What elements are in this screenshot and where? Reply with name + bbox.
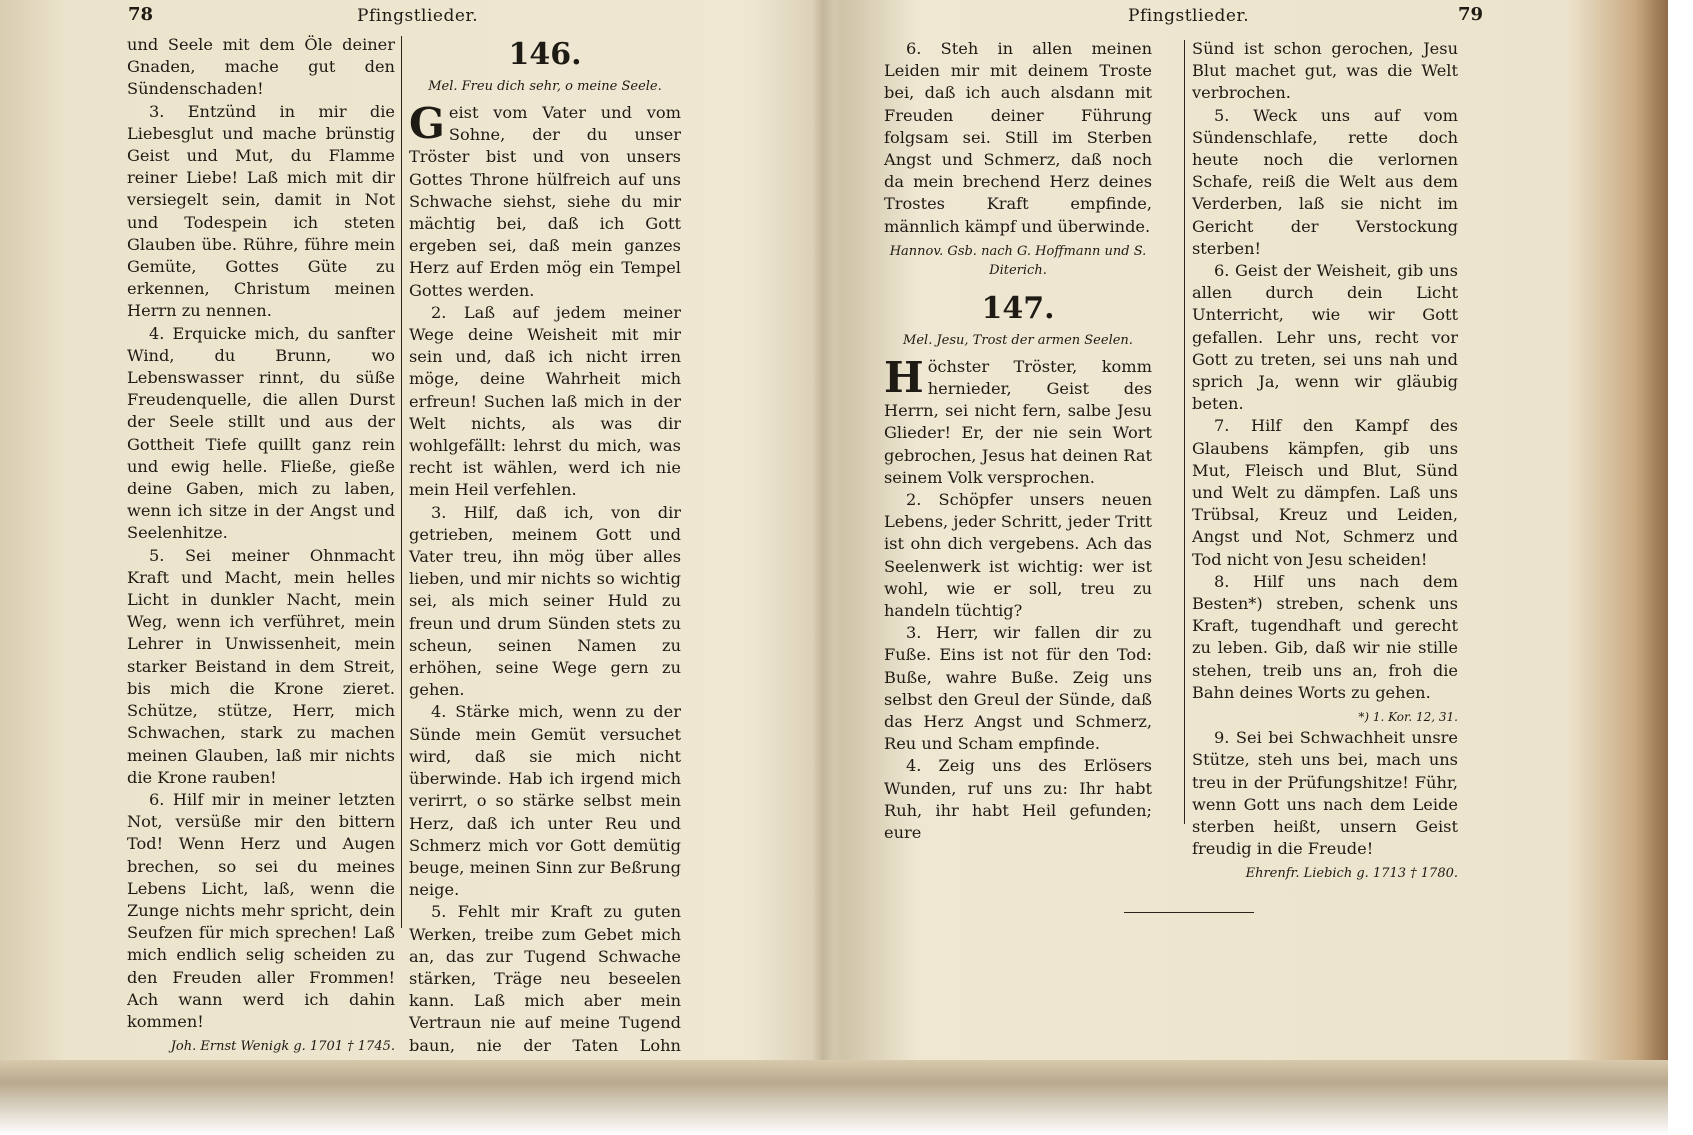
author-attribution: Joh. Ernst Wenigk g. 1701 † 1745. bbox=[170, 1039, 395, 1055]
melody-line: Mel. Jesu, Trost der armen Seelen. bbox=[903, 332, 1133, 348]
verse-5: 5. Fehlt mir Kraft zu guten Werken, treibe zum Gebet mich an, das zur Tugend Schwache stärken, Träge neu beseelen kann. Laß mich aber mein Vertraun nie auf meine Tugend baun, nie der Taten Lohn bbox=[409, 902, 681, 1055]
footnote: *) 1. Kor. 12, 31. bbox=[1358, 710, 1458, 725]
verse-5: 5. Sei meiner Ohnmacht Kraft und Macht, mein helles Licht in dunkler Nacht, mein Weg, wenn ich verführet, mein Lehrer in Unwissenheit, mein starker Beistand in dem Streit, bis mich die Krone zieret. Schütze, stütze, Herr, mich Schwachen, stark zu machen meinen Glauben, laß mir nichts die Krone rauben! bbox=[127, 545, 395, 787]
verse-continuation: Sünd ist schon gerochen, Jesu Blut machet gut, was die Welt verbrochen. bbox=[1192, 39, 1458, 103]
verse-8: 8. Hilf uns nach dem Besten*) streben, schenk uns Kraft, tugendhaft und gerecht zu leben. Gib, daß wir nie stille stehen, treib uns an, froh die Bahn deines Worts zu gehen. bbox=[1192, 571, 1458, 702]
column-rule bbox=[1184, 40, 1185, 824]
verse-continuation: und Seele mit dem Öle deiner Gnaden, mache gut den Sündenschaden! bbox=[127, 35, 395, 99]
verse-1: eist vom Vater und vom Sohne, der du unser Tröster bist und von unsers Gottes Throne hülfreich auf uns Schwache siehst, siehe du mir mächtig bei, daß ich Gott ergeben sei, daß mein ganzes Herz auf Erden mög ein Tempel Gottes werden. bbox=[409, 103, 681, 300]
left-page-number: 78 bbox=[128, 4, 154, 25]
verse-2: 2. Schöpfer unsers neuen Lebens, jeder Schritt, jeder Tritt ist ohn dich vergebens. Ach das Seelenwerk ist wichtig: wer ist wohl, wie er soll, treu zu handeln tüchtig? bbox=[884, 490, 1152, 621]
verse-5: 5. Weck uns auf vom Sündenschlafe, rette doch heute noch die verlornen Schafe, reiß die Welt aus dem Verderben, laß sie nicht im Gericht der Verstockung sterben! bbox=[1192, 105, 1458, 258]
verse-4: 4. Stärke mich, wenn zu der Sünde mein Gemüt versuchet wird, daß sie mich nicht überwinde. Hab ich irgend mich verirrt, o so stärke selbst mein Herz, daß ich unter Reu und Schmerz mich vor Gott demütig beuge, meinen Sinn zur Beßrung neige. bbox=[409, 702, 681, 900]
verse-3: 3. Hilf, daß ich, von dir getrieben, meinem Gott und Vater treu, ihn mög über alles lieben, und mir nichts so wichtig sei, als mich seiner Huld zu freun und drum Sünden stets zu scheun, seinen Namen zu erhöhen, seine Wege gern zu gehen. bbox=[409, 502, 681, 700]
right-column-2 bbox=[1192, 38, 1458, 883]
verse-3: 3. Herr, wir fallen dir zu Fuße. Eins ist not für den Tod: Buße, wahre Buße. Zeig uns selbst den Greul der Sünde, daß das Herz Angst und Schmerz, Reu und Scham empfinde. bbox=[884, 623, 1152, 754]
verse-7: 7. Hilf den Kampf des Glaubens kämpfen, gib uns Mut, Fleisch und Blut, Sünd und Welt zu dämpfen. Laß uns Trübsal, Kreuz und Leiden, Angst und Not, Schmerz und Tod nicht von Jesu scheiden! bbox=[1192, 416, 1458, 569]
right-column-1 bbox=[884, 38, 1152, 844]
melody-line: Mel. Freu dich sehr, o meine Seele. bbox=[428, 79, 662, 94]
hymn-number: 146. bbox=[508, 37, 582, 72]
author-attribution: Hannov. Gsb. nach G. Hoffmann und S. Diterich. bbox=[889, 243, 1147, 278]
verse-4: 4. Erquicke mich, du sanfter Wind, du Brunn, wo Lebenswasser rinnt, du süße Freudenquelle, die allen Durst der Seele stillt und aus der Gottheit Tiefe quillt ganz rein und ewig helle. Fließe, gieße deine Gaben, mich zu laben, wenn ich sitze in der Angst und Seelenhitze. bbox=[127, 323, 395, 543]
verse-3: 3. Entzünd in mir die Liebesglut und mache brünstig Geist und Mut, du Flamme reiner Liebe! Laß mich mit dir versiegelt sein, damit in Not und Todespein ich steten Glauben übe. Rühre, führe mein Gemüte, Gottes Güte zu erkennen, Christum meinen Herrn zu nennen. bbox=[127, 101, 395, 321]
verse-6: 6. Steh in allen meinen Leiden mir mit deinem Troste bei, daß ich auch alsdann mit Freuden deiner Führung folgsam sei. Still im Sterben Angst und Schmerz, daß noch da mein brechend Herz deines Trostes Kraft empfinde, männlich kämpf und überwinde. bbox=[884, 39, 1152, 236]
verse-1: öchster Tröster, komm hernieder, Geist des Herrn, sei nicht fern, salbe Jesu Glieder! Er, der nie sein Wort gebrochen, Jesus hat deinen Rat seinem Volk versprochen. bbox=[884, 356, 1152, 487]
verse-9: 9. Sei bei Schwachheit unsre Stütze, steh uns bei, mach uns treu in der Prüfungshitze! Führ, wenn Gott uns nach dem Leide sterben heißt, unsern Geist freudig in die Freude! bbox=[1192, 728, 1458, 859]
page-edge bbox=[0, 1060, 1668, 1135]
left-column-2 bbox=[409, 34, 681, 1101]
verse-2: 2. Laß auf jedem meiner Wege deine Weisheit mit mir sein und, daß ich nicht irren möge, deine Wahrheit mich erfreun! Suchen laß mich in der Welt nichts, als was dir wohlgefällt: lehrst du mich, was recht ist wählen, werd ich nie mein Heil verfehlen. bbox=[409, 302, 681, 500]
book-gutter bbox=[812, 0, 834, 1060]
drop-cap: H bbox=[884, 352, 924, 402]
hymn-number: 147. bbox=[981, 290, 1055, 326]
end-rule bbox=[1124, 912, 1254, 913]
left-running-head: Pfingstlieder. bbox=[357, 6, 479, 26]
left-column-1 bbox=[127, 34, 395, 1056]
right-page-number: 79 bbox=[1458, 4, 1484, 25]
right-running-head: Pfingstlieder. bbox=[1128, 6, 1250, 26]
verse-6: 6. Hilf mir in meiner letzten Not, versüße mir den bittern Tod! Wenn Herz und Augen brechen, so sei du meines Lebens Licht, laß, wenn die Zunge nichts mehr spricht, dein Seufzen für mich sprechen! Laß mich endlich selig scheiden zu den Freuden aller Frommen! Ach wann werd ich dahin kommen! bbox=[127, 789, 395, 1031]
author-attribution: Ehrenfr. Liebich g. 1713 † 1780. bbox=[1245, 866, 1458, 882]
column-rule bbox=[401, 36, 402, 928]
drop-cap: G bbox=[409, 99, 445, 148]
verse-4: 4. Zeig uns des Erlösers Wunden, ruf uns zu: Ihr habt Ruh, ihr habt Heil gefunden; eure bbox=[884, 756, 1152, 843]
verse-6: 6. Geist der Weisheit, gib uns allen durch dein Licht Unterricht, wie wir Gott gefallen. Lehr uns, recht vor Gott zu treten, sei uns nah und sprich Ja, wenn wir gläubig beten. bbox=[1192, 261, 1458, 414]
